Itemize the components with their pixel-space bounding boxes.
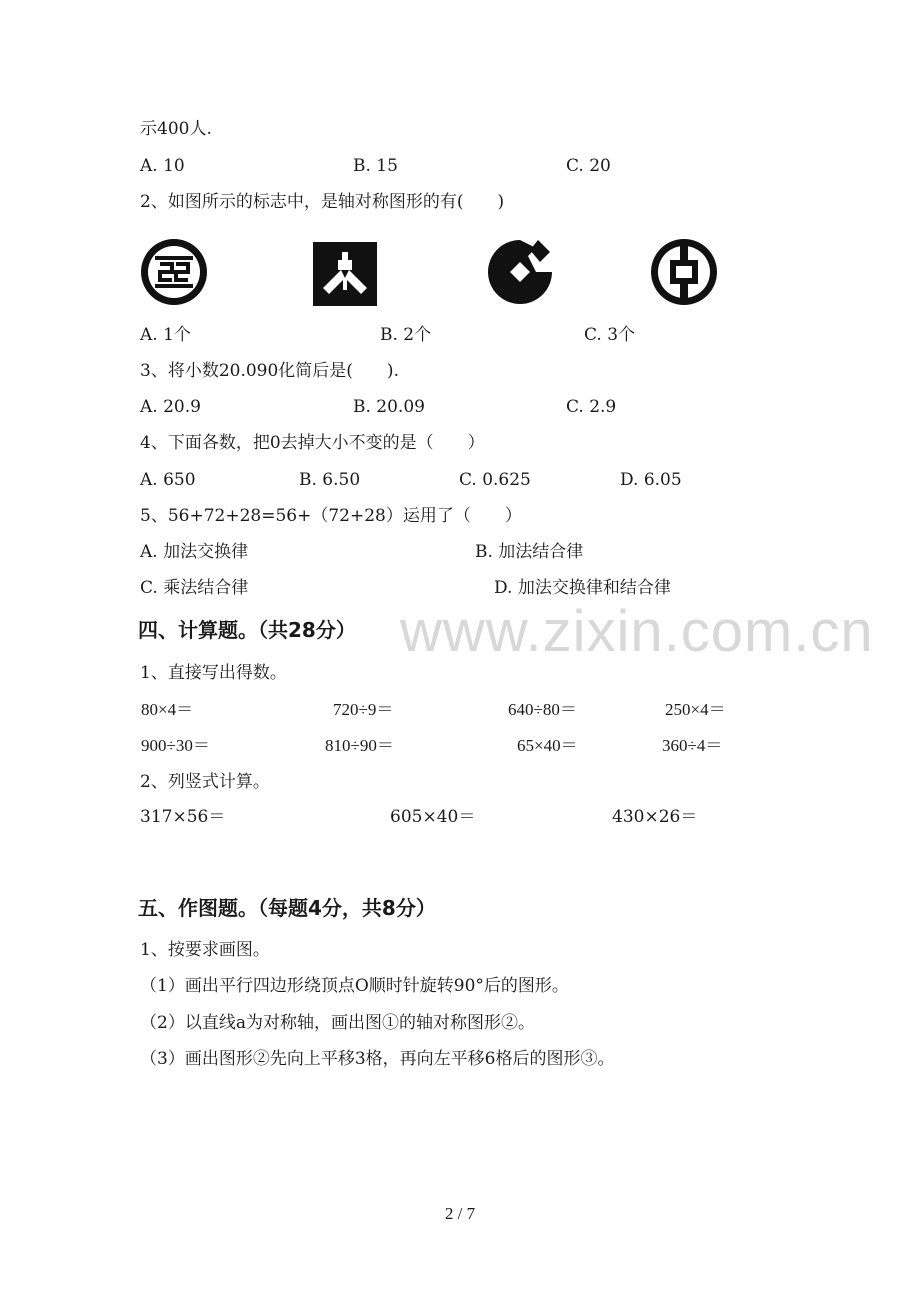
q5-stem: 5、56+72+28=56+（72+28）运用了（ ）: [140, 506, 522, 526]
q3-option-c: C. 2.9: [566, 397, 617, 417]
q2-option-b: B. 2个: [380, 325, 432, 345]
q4-option-d: D. 6.05: [620, 470, 682, 490]
vertical-calc-item: 605×40＝: [390, 807, 476, 827]
q1-option-a: A. 10: [140, 156, 185, 176]
q4-option-c: C. 0.625: [459, 470, 531, 490]
q4-option-a: A. 650: [140, 470, 196, 490]
q5-option-a: A. 加法交换律: [140, 542, 249, 562]
q4-stem: 4、下面各数，把0去掉大小不变的是（ ）: [140, 433, 485, 453]
calc-item: 250×4＝: [665, 700, 726, 719]
calc-item: 900÷30＝: [141, 736, 210, 755]
q1-option-c: C. 20: [566, 156, 611, 176]
q2-stem: 2、如图所示的标志中，是轴对称图形的有( ): [140, 192, 505, 212]
vertical-calc-item: 317×56＝: [140, 807, 226, 827]
calc-item: 640÷80＝: [508, 700, 577, 719]
calc-item: 360÷4＝: [662, 736, 723, 755]
section4-sub1: 1、直接写出得数。: [140, 663, 287, 683]
bank-logo-1-icon: [138, 236, 210, 308]
section5-item: （1）画出平行四边形绕顶点O顺时针旋转90°后的图形。: [140, 976, 569, 996]
q2-option-c: C. 3个: [584, 325, 636, 345]
calc-item: 65×40＝: [517, 736, 578, 755]
watermark: www.zixin.com.cn: [400, 599, 874, 664]
calc-item: 720÷9＝: [333, 700, 394, 719]
q5-option-b: B. 加法结合律: [475, 542, 584, 562]
section4-sub2: 2、列竖式计算。: [140, 772, 270, 792]
page-number: 2 / 7: [444, 1204, 476, 1223]
calc-item: 80×4＝: [141, 700, 194, 719]
q3-stem: 3、将小数20.090化简后是( ).: [140, 361, 399, 381]
q3-option-b: B. 20.09: [353, 397, 425, 417]
calc-item: 810÷90＝: [325, 736, 394, 755]
bank-logo-3-icon: [484, 236, 556, 308]
q1-option-b: B. 15: [353, 156, 398, 176]
section5-sub1: 1、按要求画图。: [140, 940, 270, 960]
section4-title: 四、计算题。（共28分）: [138, 618, 356, 642]
bank-logo-2-icon: [311, 238, 383, 310]
section5-title: 五、作图题。（每题4分，共8分）: [138, 896, 436, 920]
top-fragment: 示400人.: [140, 119, 212, 139]
vertical-calc-item: 430×26＝: [612, 807, 698, 827]
q2-option-a: A. 1个: [140, 325, 191, 345]
bank-logo-4-icon: [648, 236, 720, 308]
q5-option-d: D. 加法交换律和结合律: [494, 578, 671, 598]
q4-option-b: B. 6.50: [299, 470, 361, 490]
section5-item: （3）画出图形②先向上平移3格，再向左平移6格后的图形③。: [140, 1049, 615, 1069]
section5-item: （2）以直线a为对称轴，画出图①的轴对称图形②。: [140, 1013, 535, 1033]
q3-option-a: A. 20.9: [140, 397, 201, 417]
q5-option-c: C. 乘法结合律: [140, 578, 249, 598]
